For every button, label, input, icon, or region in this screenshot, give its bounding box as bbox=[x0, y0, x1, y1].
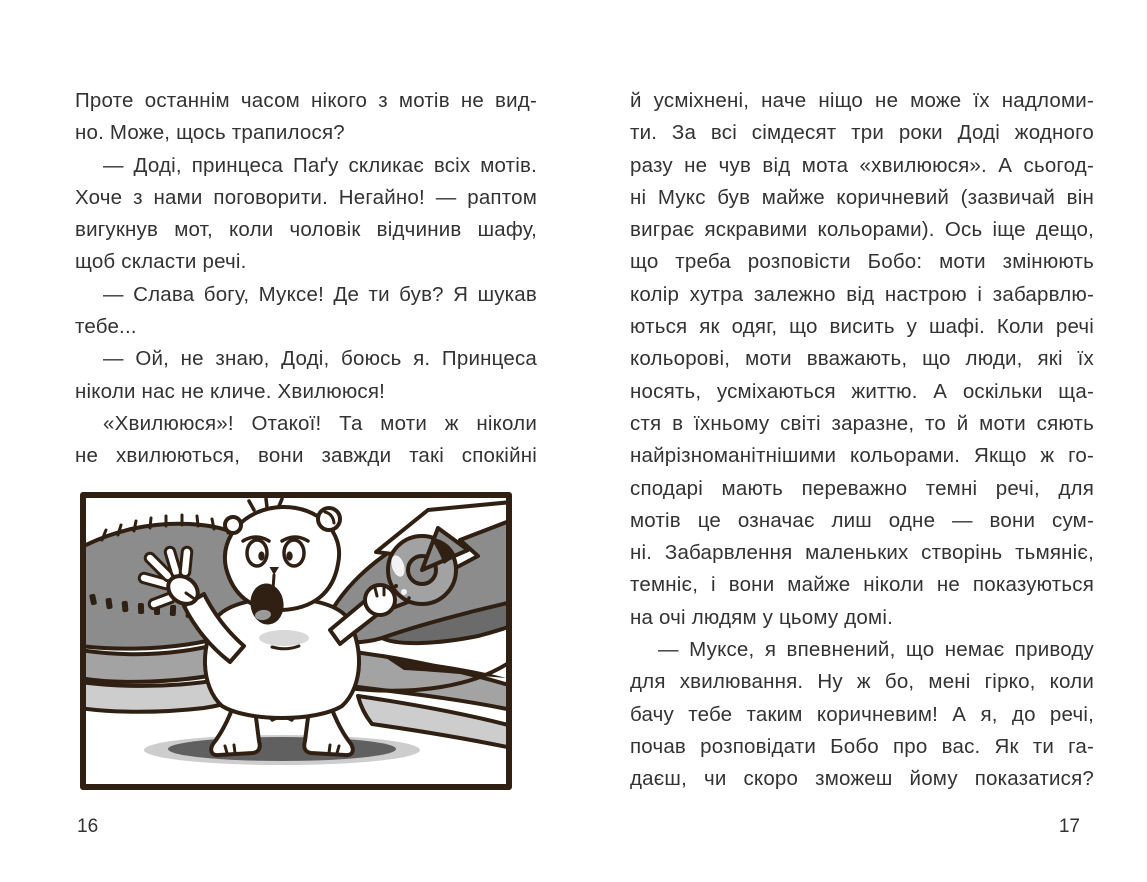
text-line: — Слава богу, Муксе! Де ти був? Я шукав bbox=[103, 282, 537, 306]
text-line: «Хвилююся»! Отакої! Та моти ж ніколи bbox=[103, 411, 537, 435]
text-line: Проте останнім часом нікого з мотів не вид- bbox=[75, 89, 537, 112]
right-page-text bbox=[630, 85, 1094, 796]
text-line: найрізноманітнішими кольорами. Якщо ж го- bbox=[630, 444, 1094, 468]
text-line: даєш, чи скоро зможеш йому показатися? bbox=[630, 767, 1094, 791]
ear bbox=[318, 508, 340, 530]
text-line: мотів це означає лиш одне — вони сум- bbox=[630, 508, 1094, 532]
text-line: для хвилювання. Ну ж бо, мені гірко, коли bbox=[630, 670, 1094, 694]
text-line: ні. Забарвлення маленьких створінь тьмяніє, bbox=[630, 541, 1094, 565]
text-line: щоб скласти речі. bbox=[75, 250, 247, 274]
text-line: сподарі мають переважно темні речі, для bbox=[630, 476, 1094, 500]
page-number-left: 16 bbox=[77, 816, 99, 837]
text-line: почав розповідати Бобо про вас. Як ти га- bbox=[630, 734, 1094, 758]
text-line: разу не чув від мота «хвилююся». А сьогод- bbox=[630, 153, 1094, 177]
text-line: тебе... bbox=[75, 315, 137, 339]
text-line: — Доді, принцеса Паґу скликає всіх мотів. bbox=[103, 153, 537, 177]
text-line: ються як одяг, що висить у шафі. Коли речі bbox=[630, 315, 1094, 339]
left-page-text bbox=[75, 85, 537, 473]
text-line: стя в їхньому світі заразне, то й моти сяють bbox=[630, 411, 1094, 435]
text-line: бачу тебе таким коричневим! А я, до речі, bbox=[630, 702, 1094, 726]
ear bbox=[225, 517, 241, 533]
page-number-right: 17 bbox=[1058, 816, 1080, 837]
text-line: носять, усміхаються життю. А оскільки ща- bbox=[630, 379, 1094, 403]
text-line: на очі людям у цьому домі. bbox=[630, 605, 893, 629]
right-paw bbox=[365, 585, 395, 615]
text-line: ні Мукс був майже коричневий (зазвичай він bbox=[630, 185, 1094, 209]
text-line: ніколи нас не кличе. Хвилююся! bbox=[75, 379, 386, 403]
text-line: виграє яскравими кольорами). Ось іще дещо, bbox=[630, 218, 1094, 242]
text-line: що треба розповісти Бобо: моти змінюють bbox=[630, 250, 1094, 274]
text-line: Хоче з нами поговорити. Негайно! — раптом bbox=[75, 185, 537, 209]
text-line: вигукнув мот, коли чоловік відчинив шафу, bbox=[75, 218, 537, 242]
text-line: но. Може, щось трапилося? bbox=[75, 121, 345, 145]
text-line: ти. За всі сімдесят три роки Доді жодного bbox=[630, 121, 1094, 145]
text-line: темніє, і вони майже ніколи не показуються bbox=[630, 573, 1094, 597]
text-line: й усміхнені, наче ніщо не може їх надломи- bbox=[630, 89, 1094, 112]
text-line: не хвилюються, вони завжди такі спокійні bbox=[75, 444, 537, 468]
illustration-mot-in-wardrobe bbox=[80, 492, 512, 790]
text-line: — Ой, не знаю, Доді, боюсь я. Принцеса bbox=[103, 347, 537, 371]
text-line: — Муксе, я впевнений, що немає приводу bbox=[658, 638, 1094, 662]
text-line: кольорові, моти вважають, що люди, які їх bbox=[630, 347, 1094, 371]
illustration-artwork bbox=[86, 498, 506, 784]
text-line: колір хутра залежно від настрою і забарвлю- bbox=[630, 282, 1094, 306]
floor-shadow bbox=[168, 737, 396, 761]
